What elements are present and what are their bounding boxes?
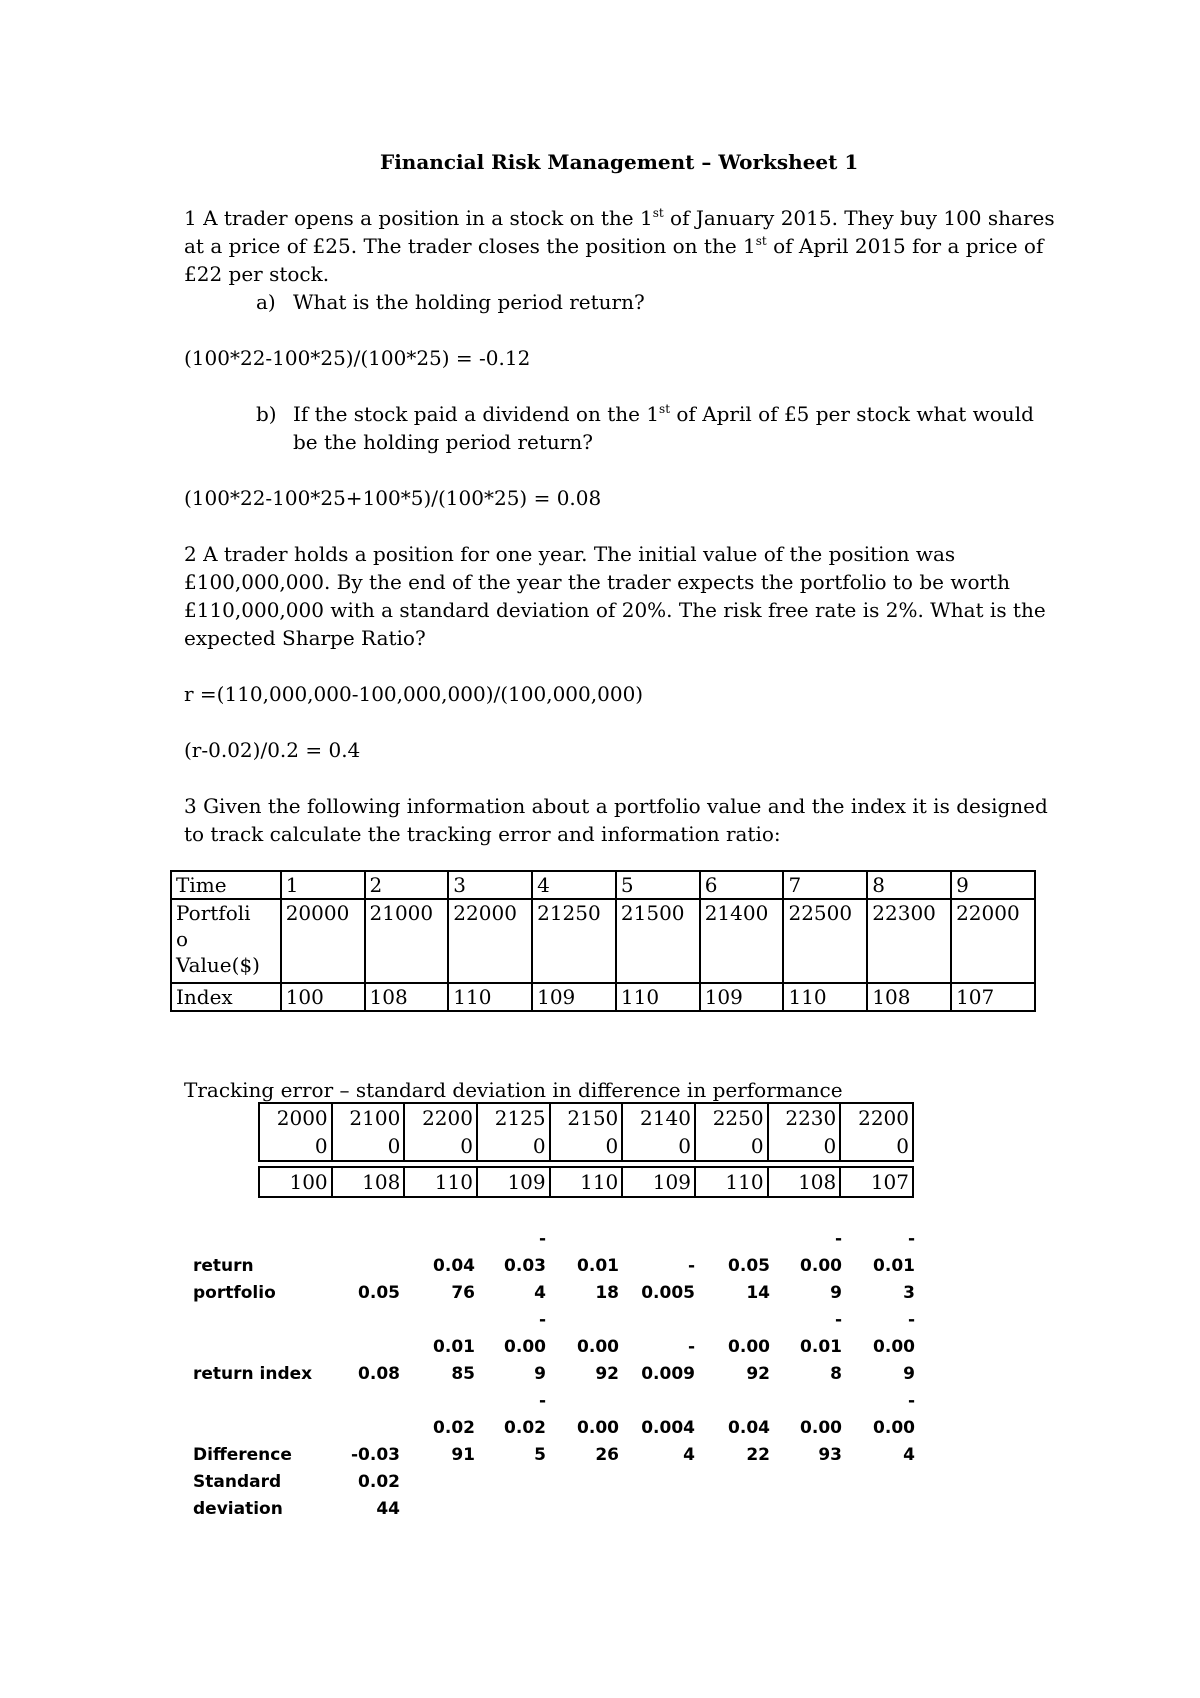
- portfolio-value-header: Portfoli o Value($): [171, 899, 281, 983]
- return-portfolio-value: 0.005: [641, 1283, 695, 1303]
- return-portfolio-value: 3: [903, 1283, 915, 1303]
- difference-value: 0.004: [641, 1418, 695, 1438]
- table-cell: 100: [259, 1167, 332, 1197]
- return-index-value: 0.01: [800, 1337, 842, 1357]
- q1a-marker: a): [256, 290, 276, 314]
- table-cell: 2125 0: [477, 1103, 550, 1161]
- return-portfolio-value: 0.05: [358, 1283, 400, 1303]
- table-cell: 6: [700, 871, 784, 899]
- return-portfolio-value: 0.03: [504, 1256, 546, 1276]
- return-index-value: 92: [595, 1364, 619, 1384]
- table-cell: 110: [695, 1167, 768, 1197]
- return-index-value: 0.00: [577, 1337, 619, 1357]
- difference-value: 5: [534, 1445, 546, 1465]
- q2-line-3: £110,000,000 with a standard deviation of 20%. The risk free rate is 2%. What is the: [184, 598, 1046, 622]
- table-cell: 21000: [365, 899, 449, 983]
- table-cell: 21400: [700, 899, 784, 983]
- return-portfolio-value: 0.01: [873, 1256, 915, 1276]
- q1b-marker: b): [256, 402, 277, 426]
- table-cell: 110: [783, 983, 867, 1011]
- return-index-value: -: [834, 1310, 842, 1330]
- difference-value: -: [538, 1391, 546, 1411]
- q1a-question: What is the holding period return?: [293, 290, 645, 314]
- index-header: Index: [171, 983, 281, 1011]
- table-cell: 2140 0: [622, 1103, 695, 1161]
- difference-value: 93: [818, 1445, 842, 1465]
- table-cell: 7: [783, 871, 867, 899]
- return-portfolio-value: 76: [451, 1283, 475, 1303]
- return-portfolio-value: 0.00: [800, 1256, 842, 1276]
- return-index-value: 0.08: [358, 1364, 400, 1384]
- table-cell: 21500: [616, 899, 700, 983]
- q2-line-4: expected Sharpe Ratio?: [184, 626, 426, 650]
- table-cell: 110: [404, 1167, 477, 1197]
- return-index-value: -: [538, 1310, 546, 1330]
- table-cell: 4: [532, 871, 616, 899]
- return-index-value: 8: [830, 1364, 842, 1384]
- table-cell: 100: [281, 983, 365, 1011]
- table-cell: 1: [281, 871, 365, 899]
- table-cell: 108: [768, 1167, 841, 1197]
- difference-value: -: [907, 1391, 915, 1411]
- std-dev-label-2: deviation: [193, 1499, 283, 1519]
- q2-line-1: 2 A trader holds a position for one year. The initial value of the position was: [184, 542, 956, 566]
- difference-value: 91: [451, 1445, 475, 1465]
- difference-value: 26: [595, 1445, 619, 1465]
- std-dev-label-1: Standard: [193, 1472, 282, 1492]
- return-index-value: 9: [903, 1364, 915, 1384]
- table-cell: 3: [448, 871, 532, 899]
- return-index-value: 92: [746, 1364, 770, 1384]
- return-index-label: return index: [193, 1364, 313, 1384]
- table-cell: 108: [867, 983, 951, 1011]
- table-cell: 22300: [867, 899, 951, 983]
- difference-value: 0.04: [728, 1418, 770, 1438]
- time-header: Time: [171, 871, 281, 899]
- table-cell: 108: [332, 1167, 405, 1197]
- return-index-value: 0.00: [504, 1337, 546, 1357]
- return-portfolio-label-2: portfolio: [193, 1283, 276, 1303]
- return-portfolio-value: 14: [746, 1283, 770, 1303]
- table-cell: 110: [550, 1167, 623, 1197]
- difference-value: 22: [746, 1445, 770, 1465]
- difference-value: -0.03: [351, 1445, 400, 1465]
- table-cell: 8: [867, 871, 951, 899]
- page-title: Financial Risk Management – Worksheet 1: [380, 150, 859, 174]
- return-portfolio-value: -: [834, 1229, 842, 1249]
- table-cell: 107: [951, 983, 1035, 1011]
- table-cell: 107: [840, 1167, 913, 1197]
- q1b-question-line-1: If the stock paid a dividend on the 1st of April of £5 per stock what would: [293, 402, 1034, 426]
- return-portfolio-value: 0.05: [728, 1256, 770, 1276]
- return-index-value: 0.01: [433, 1337, 475, 1357]
- difference-value: 0.00: [577, 1418, 619, 1438]
- q1-line-3: £22 per stock.: [184, 262, 330, 286]
- return-portfolio-value: 4: [534, 1283, 546, 1303]
- return-index-value: -: [687, 1337, 695, 1357]
- q1a-answer: (100*22-100*25)/(100*25) = -0.12: [184, 346, 531, 370]
- table-cell: 109: [622, 1167, 695, 1197]
- return-index-value: 0.009: [641, 1364, 695, 1384]
- difference-label: Difference: [193, 1445, 292, 1465]
- return-index-value: -: [907, 1310, 915, 1330]
- difference-value: 0.00: [873, 1418, 915, 1438]
- table-cell: 22000: [448, 899, 532, 983]
- return-portfolio-value: 18: [595, 1283, 619, 1303]
- table-cell: 22500: [783, 899, 867, 983]
- return-index-value: 0.00: [728, 1337, 770, 1357]
- q3-line-1: 3 Given the following information about a portfolio value and the index it is designed: [184, 794, 1048, 818]
- q2-answer-2: (r-0.02)/0.2 = 0.4: [184, 738, 361, 762]
- return-index-value: 0.00: [873, 1337, 915, 1357]
- table-cell: 110: [448, 983, 532, 1011]
- table-cell: 2150 0: [550, 1103, 623, 1161]
- difference-value: 4: [903, 1445, 915, 1465]
- table-cell: 20000: [281, 899, 365, 983]
- table-cell: 109: [477, 1167, 550, 1197]
- q2-line-2: £100,000,000. By the end of the year the trader expects the portfolio to be worth: [184, 570, 1010, 594]
- q2-answer-1: r =(110,000,000-100,000,000)/(100,000,000): [184, 682, 644, 706]
- table-cell: 5: [616, 871, 700, 899]
- table-cell: 109: [532, 983, 616, 1011]
- return-portfolio-value: -: [907, 1229, 915, 1249]
- tracking-error-heading: Tracking error – standard deviation in difference in performance: [184, 1078, 843, 1102]
- std-dev-value-1: 0.02: [358, 1472, 400, 1492]
- q1b-answer: (100*22-100*25+100*5)/(100*25) = 0.08: [184, 486, 602, 510]
- return-portfolio-value: -: [687, 1256, 695, 1276]
- table-cell: 2200 0: [404, 1103, 477, 1161]
- return-portfolio-value: -: [538, 1229, 546, 1249]
- difference-value: 0.02: [433, 1418, 475, 1438]
- table-cell: 22000: [951, 899, 1035, 983]
- table-cell: 2250 0: [695, 1103, 768, 1161]
- return-portfolio-value: 0.04: [433, 1256, 475, 1276]
- return-index-value: 9: [534, 1364, 546, 1384]
- table-cell: 2: [365, 871, 449, 899]
- table-cell: 2200 0: [840, 1103, 913, 1161]
- return-index-value: 85: [451, 1364, 475, 1384]
- table-cell: 108: [365, 983, 449, 1011]
- q1-line-1: 1 A trader opens a position in a stock on the 1st of January 2015. They buy 100 shares: [184, 206, 1055, 230]
- return-portfolio-value: 9: [830, 1283, 842, 1303]
- q1b-question-line-2: be the holding period return?: [293, 430, 593, 454]
- difference-value: 4: [683, 1445, 695, 1465]
- table-cell: 2230 0: [768, 1103, 841, 1161]
- q3-line-2: to track calculate the tracking error and information ratio:: [184, 822, 781, 846]
- difference-value: 0.02: [504, 1418, 546, 1438]
- std-dev-value-2: 44: [376, 1499, 400, 1519]
- table-cell: 2000 0: [259, 1103, 332, 1161]
- table-cell: 9: [951, 871, 1035, 899]
- table-cell: 2100 0: [332, 1103, 405, 1161]
- table-cell: 109: [700, 983, 784, 1011]
- q1-line-2: at a price of £25. The trader closes the position on the 1st of April 2015 for a price of: [184, 234, 1044, 258]
- difference-value: 0.00: [800, 1418, 842, 1438]
- return-portfolio-label-1: return: [193, 1256, 254, 1276]
- table-cell: 21250: [532, 899, 616, 983]
- table-cell: 110: [616, 983, 700, 1011]
- return-portfolio-value: 0.01: [577, 1256, 619, 1276]
